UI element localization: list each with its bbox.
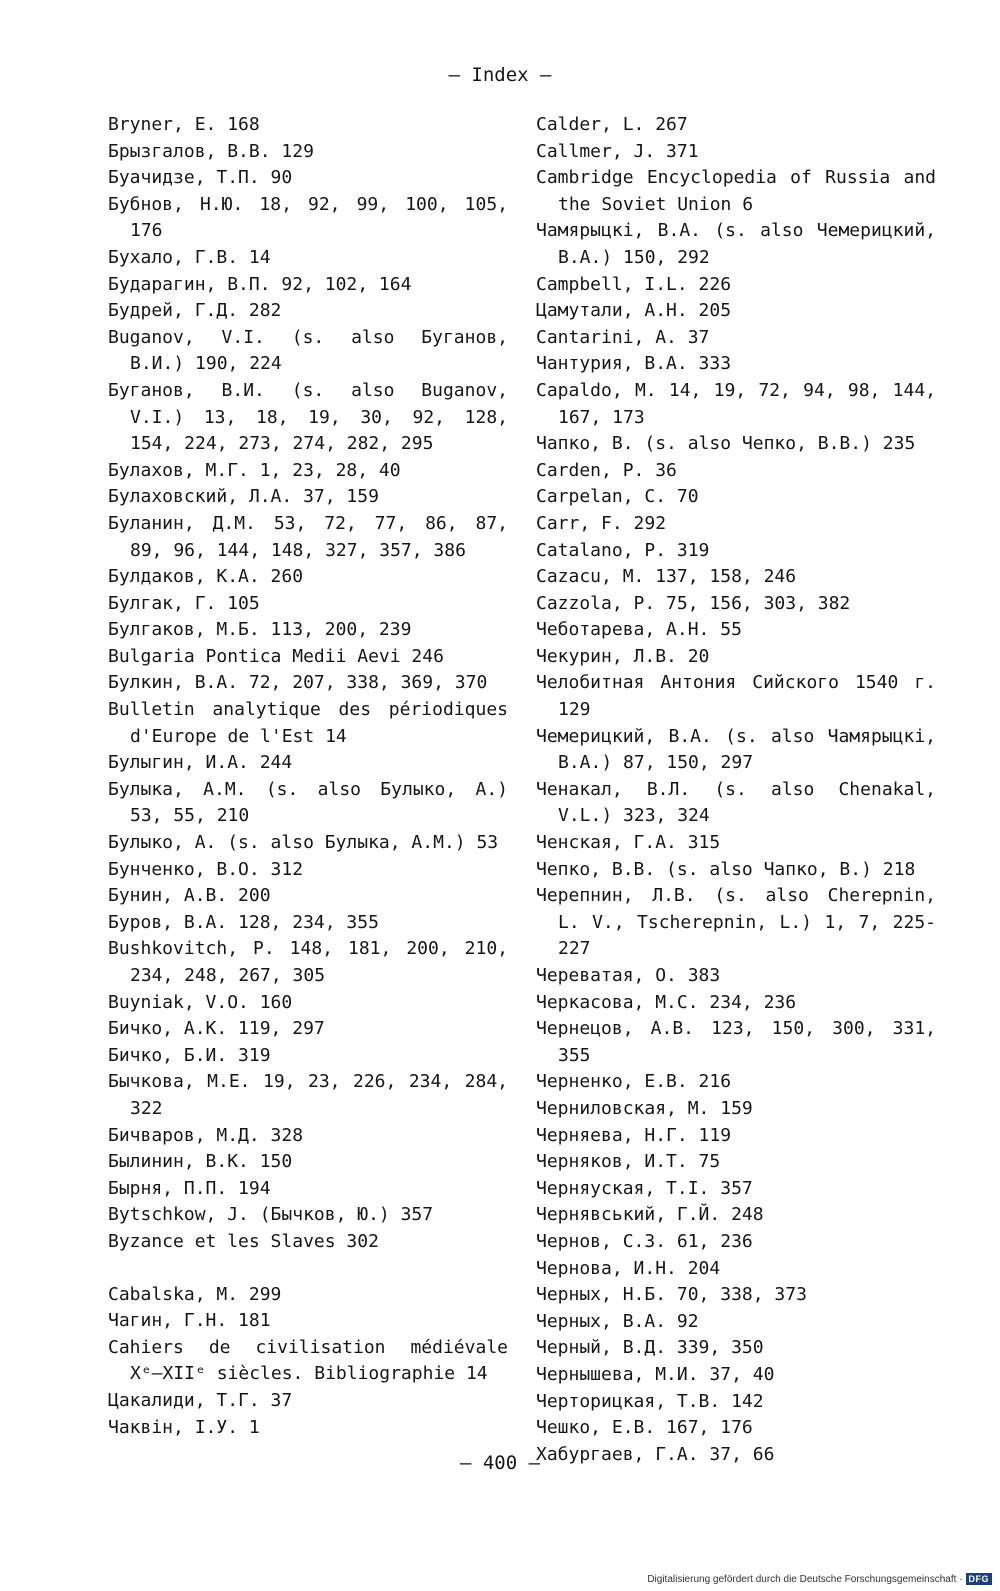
- index-entry: Cahiers de civilisation médiévale Xᵉ–XIIᵉ siècles. Bibliographie 14: [108, 1336, 508, 1385]
- index-entry: Бунченко, В.О. 312: [108, 858, 304, 880]
- index-entry: Бичваров, М.Д. 328: [108, 1124, 304, 1146]
- page-number: – 400 –: [459, 1452, 541, 1474]
- index-entry: Cazzola, P. 75, 156, 303, 382: [536, 592, 851, 614]
- index-title: – Index –: [448, 64, 552, 86]
- index-entry: Ченакал, В.Л. (s. also Chenakal, V.L.) 323, 324: [536, 778, 936, 827]
- index-entry: Чешко, Е.В. 167, 176: [536, 1417, 753, 1439]
- index-entry: Бударагин, В.П. 92, 102, 164: [108, 273, 412, 295]
- page-footer: [0, 1450, 1000, 1476]
- index-entry: Черняков, И.Т. 75: [536, 1151, 721, 1173]
- index-entry: Чапко, В. (s. also Чепко, В.В.) 235: [536, 433, 916, 455]
- index-entry: Чеботарева, А.Н. 55: [536, 619, 742, 641]
- index-entry: Черепнин, Л.В. (s. also Cherepnin, L. V., Tscherepnin, L.) 1, 7, 225-227: [536, 885, 936, 960]
- index-entry: Чагин, Г.Н. 181: [108, 1310, 271, 1332]
- index-entry: Булахов, М.Г. 1, 23, 28, 40: [108, 459, 401, 481]
- index-entry: Черненко, Е.В. 216: [536, 1071, 732, 1093]
- page-header: [0, 62, 1000, 88]
- index-entry: Буганов, В.И. (s. also Buganov, V.I.) 13, 18, 19, 30, 92, 128, 154, 224, 273, 274, 282, 295: [108, 379, 508, 455]
- index-entry: Цамутали, А.Н. 205: [536, 300, 732, 322]
- index-entry: Чемерицкий, В.А. (s. also Чамярыцкі, В.А.) 87, 150, 297: [536, 725, 936, 774]
- index-entry: Чернова, И.Н. 204: [536, 1257, 721, 1279]
- index-entry: Callmer, J. 371: [536, 140, 699, 162]
- index-entry: Былинин, В.К. 150: [108, 1151, 293, 1173]
- index-entry: Булыка, А.М. (s. also Булыко, А.) 53, 55, 210: [108, 778, 508, 827]
- index-entry: Булыко, А. (s. also Булыка, А.М.) 53: [108, 832, 499, 854]
- index-entry: Черных, В.А. 92: [536, 1310, 699, 1332]
- index-entry: Бубнов, Н.Ю. 18, 92, 99, 100, 105, 176: [108, 193, 508, 242]
- index-entry: Cantarini, A. 37: [536, 326, 710, 348]
- index-entry: Бичко, Б.И. 319: [108, 1044, 271, 1066]
- index-entry: Bulgaria Pontica Medii Aevi 246: [108, 645, 444, 667]
- index-entry: Черкасова, М.С. 234, 236: [536, 991, 797, 1013]
- index-entry: Чернышева, М.И. 37, 40: [536, 1363, 775, 1385]
- index-entry: Буачидзе, Т.П. 90: [108, 167, 293, 189]
- index-entry: Череватая, О. 383: [536, 965, 721, 986]
- index-entry: Чернецов, А.В. 123, 150, 300, 331, 355: [536, 1018, 936, 1066]
- index-entry: Carpelan, C. 70: [536, 486, 699, 508]
- index-entry: Byzance et les Slaves 302: [108, 1230, 379, 1252]
- index-entry: Булыгин, И.А. 244: [108, 752, 293, 774]
- index-entry: Чантурия, В.А. 333: [536, 353, 732, 375]
- index-entry: Челобитная Антония Сийского 1540 г. 129: [536, 672, 936, 721]
- index-entry: Бунин, А.В. 200: [108, 885, 271, 907]
- index-entry: Чепко, В.В. (s. also Чапко, В.) 218: [536, 858, 916, 880]
- index-entry: Черняуская, Т.І. 357: [536, 1177, 753, 1199]
- index-entry: Булгак, Г. 105: [108, 592, 260, 614]
- index-entry: Carden, P. 36: [536, 459, 677, 481]
- index-entry: Цакалиди, Т.Г. 37: [108, 1389, 293, 1411]
- index-entry: Чамярыцкі, В.А. (s. also Чемерицкий, В.А.) 150, 292: [536, 220, 936, 268]
- index-entry: Булдаков, К.А. 260: [108, 566, 304, 588]
- index-entry: Cazacu, M. 137, 158, 246: [536, 566, 797, 588]
- index-entry: Черных, Н.Б. 70, 338, 373: [536, 1284, 807, 1306]
- index-entry: Черниловская, М. 159: [536, 1097, 753, 1119]
- index-entry: Буров, В.А. 128, 234, 355: [108, 911, 379, 933]
- index-entry: Бухало, Г.В. 14: [108, 246, 271, 268]
- index-entry: Bulletin analytique des périodiques d'Europe de l'Est 14: [108, 699, 508, 747]
- credit-text: Digitalisierung gefördert durch die Deutsche Forschungsgemeinschaft ·: [647, 1573, 963, 1585]
- index-entry: Бичко, А.К. 119, 297: [108, 1018, 325, 1040]
- index-entry: Чернов, С.З. 61, 236: [536, 1230, 753, 1252]
- index-entry: Cabalska, M. 299: [108, 1283, 282, 1305]
- index-entry: Булаховский, Л.А. 37, 159: [108, 486, 379, 508]
- index-entry: Bryner, E. 168: [108, 114, 260, 135]
- index-entry: Черторицкая, Т.В. 142: [536, 1390, 764, 1412]
- index-entry: Buyniak, V.O. 160: [108, 991, 293, 1013]
- digitization-credit: [647, 1573, 992, 1585]
- index-column-right: [536, 112, 936, 1468]
- index-entry: Бычкова, М.Е. 19, 23, 226, 234, 284, 322: [108, 1071, 508, 1119]
- index-entry: Campbell, I.L. 226: [536, 273, 732, 295]
- index-entry: Carr, F. 292: [536, 512, 667, 534]
- index-entry: Чекурин, Л.В. 20: [536, 645, 710, 667]
- index-entry: Calder, L. 267: [536, 114, 688, 135]
- index-entry: Буланин, Д.М. 53, 72, 77, 86, 87, 89, 96, 144, 148, 327, 357, 386: [108, 512, 508, 561]
- index-entry: Catalano, P. 319: [536, 539, 710, 561]
- dfg-logo: DFG: [966, 1573, 993, 1585]
- index-entry: Bytschkow, J. (Бычков, Ю.) 357: [108, 1204, 434, 1226]
- index-entry: Bushkovitch, P. 148, 181, 200, 210, 234, 248, 267, 305: [108, 938, 508, 986]
- index-entry: Булкин, В.А. 72, 207, 338, 369, 370: [108, 672, 488, 694]
- index-entry: Черный, В.Д. 339, 350: [536, 1337, 764, 1359]
- index-entry: Бырня, П.П. 194: [108, 1177, 271, 1199]
- index-entry: Buganov, V.I. (s. also Буганов, В.И.) 190, 224: [108, 326, 508, 375]
- index-entry: Cambridge Encyclopedia of Russia and the Soviet Union 6: [536, 167, 936, 215]
- index-entry: Черняева, Н.Г. 119: [536, 1124, 732, 1146]
- index-entry: Будрей, Г.Д. 282: [108, 300, 282, 322]
- index-entry: Чернявський, Г.Й. 248: [536, 1204, 764, 1226]
- index-entry: Ченская, Г.А. 315: [536, 832, 721, 854]
- index-entry: Чаквін, І.У. 1: [108, 1416, 260, 1438]
- index-entry: Хабургаев, Г.А. 37, 66: [536, 1443, 775, 1465]
- index-entry: Булгаков, М.Б. 113, 200, 239: [108, 619, 412, 641]
- index-entry: Брызгалов, В.В. 129: [108, 140, 314, 162]
- index-column-left: [108, 112, 508, 1441]
- index-entry: Capaldo, M. 14, 19, 72, 94, 98, 144, 167, 173: [536, 379, 936, 428]
